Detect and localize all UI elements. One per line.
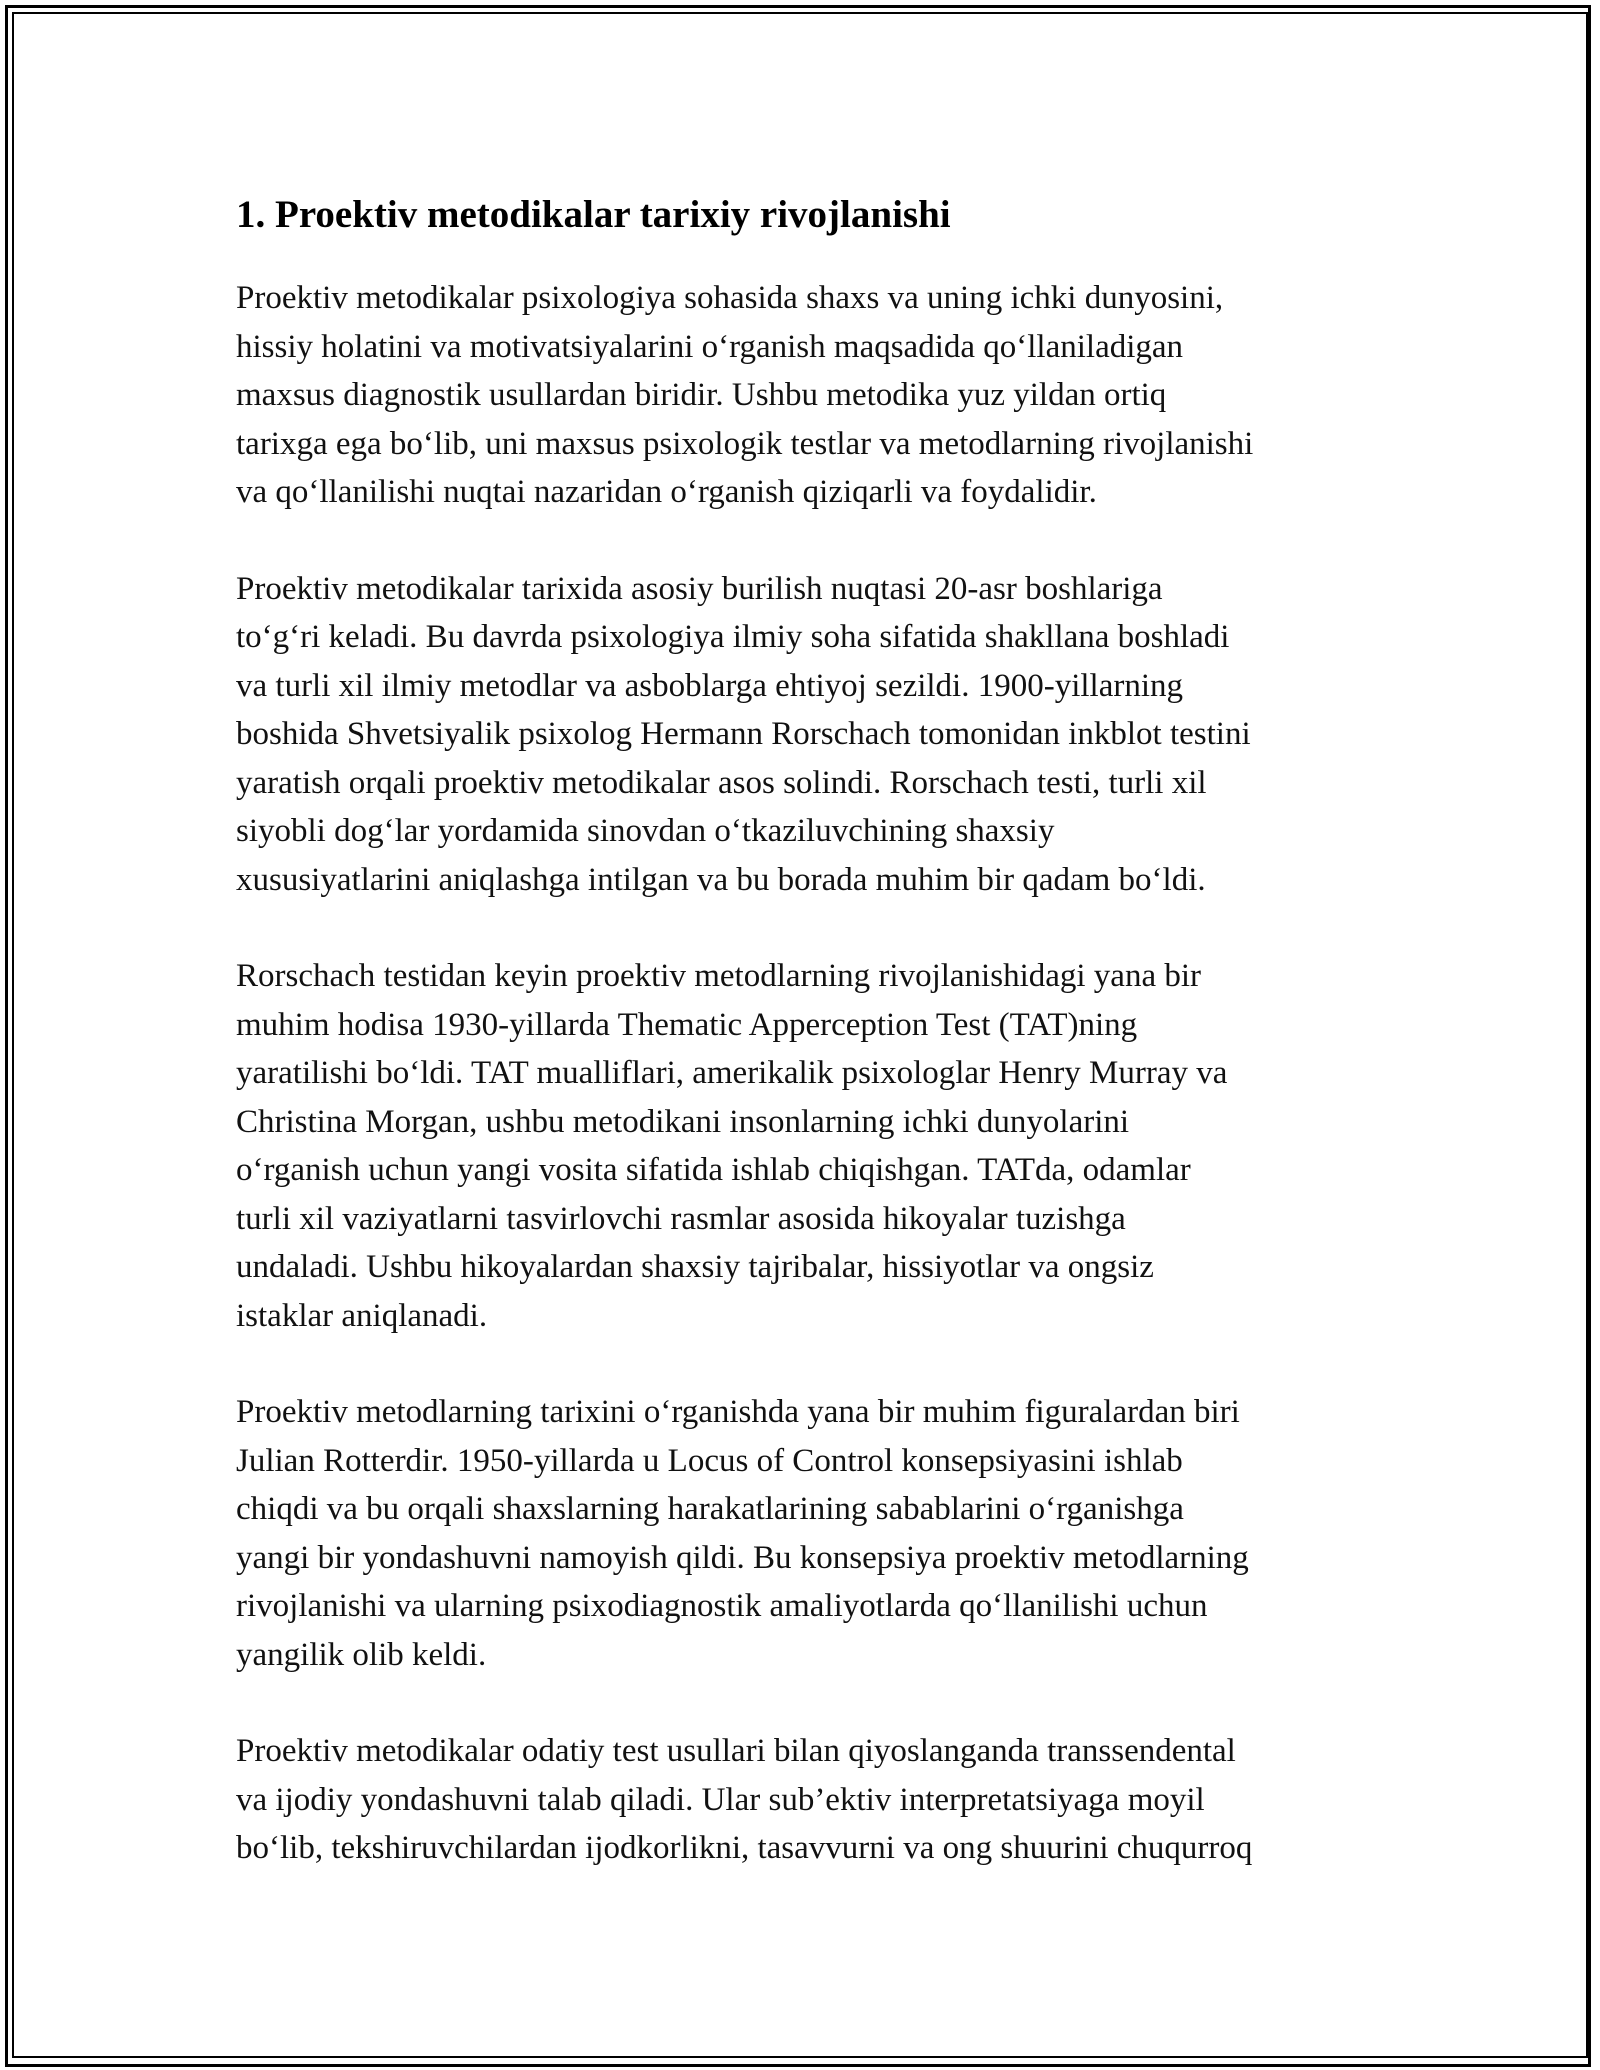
paragraph-line: boshida Shvetsiyalik psixolog Hermann Rorschach tomonidan inkblot testini — [236, 716, 1251, 752]
paragraph-line: istaklar aniqlanadi. — [236, 1297, 488, 1334]
paragraph-line: maxsus diagnostik usullardan biridir. Ushbu metodika yuz yildan ortiq — [236, 377, 1167, 413]
paragraph-line: rivojlanishi va ularning psixodiagnostik amaliyotlarda qo‘llanilishi uchun — [236, 1588, 1208, 1624]
paragraph-line: yangi bir yondashuvni namoyish qildi. Bu konsepsiya proektiv metodlarning — [236, 1539, 1249, 1576]
paragraph-line: va ijodiy yondashuvni talab qiladi. Ular sub’ektiv interpretatsiyaga moyil — [236, 1781, 1205, 1818]
section-heading: 1. Proektiv metodikalar tarixiy rivojlanishi — [236, 193, 951, 236]
paragraph-line: Rorschach testidan keyin proektiv metodlarning rivojlanishidagi yana bir — [236, 958, 1202, 994]
paragraph-line: hissiy holatini va motivatsiyalarini o‘rganish maqsadida qo‘llaniladigan — [236, 328, 1184, 365]
paragraph-line: tarixga ega bo‘lib, uni maxsus psixologik testlar va metodlarning rivojlanishi — [236, 425, 1254, 462]
paragraph-line: undaladi. Ushbu hikoyalardan shaxsiy tajribalar, hissiyotlar va ongsiz — [236, 1249, 1154, 1285]
paragraph-rorschach — [236, 565, 1406, 905]
document-body — [236, 186, 1406, 1921]
paragraph-line: Proektiv metodikalar tarixida asosiy burilish nuqtasi 20-asr boshlariga — [236, 570, 1163, 607]
paragraph-line: xususiyatlarini aniqlashga intilgan va bu borada muhim bir qadam bo‘ldi. — [236, 861, 1206, 898]
paragraph-line: turli xil vaziyatlarni tasvirlovchi rasmlar asosida hikoyalar tuzishga — [236, 1200, 1126, 1237]
paragraph-tat — [236, 952, 1406, 1340]
paragraph-line: yangilik olib keldi. — [236, 1636, 487, 1673]
paragraph-line: Christina Morgan, ushbu metodikani insonlarning ichki dunyolarini — [236, 1103, 1130, 1140]
paragraph-line: chiqdi va bu orqali shaxslarning harakatlarining sabablarini o‘rganishga — [236, 1491, 1184, 1527]
paragraph-line: yaratish orqali proektiv metodikalar asos solindi. Rorschach testi, turli xil — [236, 764, 1207, 801]
paragraph-rotter — [236, 1388, 1406, 1679]
paragraph-line: Proektiv metodlarning tarixini o‘rganishda yana bir muhim figuralardan biri — [236, 1394, 1240, 1430]
paragraph-introduction — [236, 274, 1406, 517]
paragraph-line: bo‘lib, tekshiruvchilardan ijodkorlikni, tasavvurni va ong shuurini chuqurroq — [236, 1830, 1253, 1866]
paragraph-line: o‘rganish uchun yangi vosita sifatida ishlab chiqishgan. TATda, odamlar — [236, 1152, 1191, 1188]
paragraph-line: va qo‘llanilishi nuqtai nazaridan o‘rganish qiziqarli va foydalidir. — [236, 474, 1097, 510]
paragraph-line: Julian Rotterdir. 1950-yillarda u Locus of Control konsepsiyasini ishlab — [236, 1442, 1183, 1479]
paragraph-line: va turli xil ilmiy metodlar va asboblarga ehtiyoj sezildi. 1900-yillarning — [236, 667, 1184, 704]
paragraph-line: yaratilishi bo‘ldi. TAT mualliflari, amerikalik psixologlar Henry Murray va — [236, 1055, 1228, 1091]
paragraph-line: to‘g‘ri keladi. Bu davrda psixologiya ilmiy soha sifatida shakllana boshladi — [236, 619, 1230, 655]
paragraph-line: siyobli dog‘lar yordamida sinovdan o‘tkaziluvchining shaxsiy — [236, 813, 1055, 849]
paragraph-comparison — [236, 1727, 1406, 1873]
paragraph-line: Proektiv metodikalar odatiy test usullari bilan qiyoslanganda transsendental — [236, 1733, 1236, 1769]
paragraph-line: Proektiv metodikalar psixologiya sohasida shaxs va uning ichki dunyosini, — [236, 280, 1224, 316]
paragraph-line: muhim hodisa 1930-yillarda Thematic Apperception Test (TAT)ning — [236, 1006, 1138, 1043]
